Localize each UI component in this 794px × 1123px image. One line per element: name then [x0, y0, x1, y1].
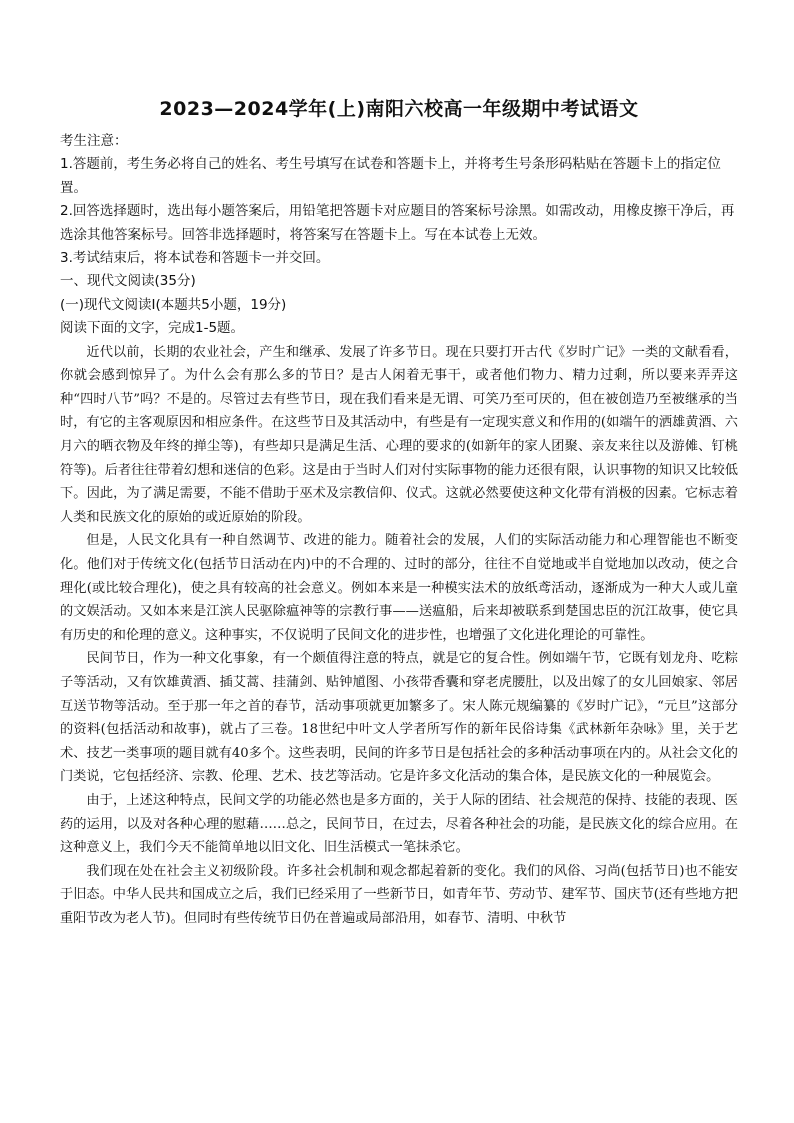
- notice-item-2: 2.回答选择题时，选出每小题答案后，用铅笔把答题卡对应题目的答案标号涂黑。如需改动，用橡皮擦干净后，再选涂其他答案标号。回答非选择题时，将答案写在答题卡上。写在本试卷上无效。: [60, 203, 735, 243]
- exam-title: 2023—2024学年(上)南阳六校高一年级期中考试语文: [159, 98, 639, 120]
- exam-notice: [60, 130, 738, 270]
- passage-paragraph-5: 我们现在处在社会主义初级阶段。许多社会机制和观念都起着新的变化。我们的风俗、习尚(包括节日)也不能安于旧态。中华人民共和国成立之后，我们已经采用了一些新节日，如青年节、劳动节、建军节、国庆节(还有些地方把重阳节改为老人节)。但同时有些传统节日仍在普遍或局部沿用，如春节、清明、中秋节: [60, 863, 738, 926]
- notice-item-1: 1.答题前，考生务必将自己的姓名、考生号填写在试卷和答题卡上，并将考生号条形码粘贴在答题卡上的指定位置。: [60, 156, 721, 196]
- reading-passage: [60, 341, 738, 931]
- reading-prompt: 阅读下面的文字，完成1-5题。: [60, 320, 245, 337]
- notice-item-3: 3.考试结束后，将本试卷和答题卡一并交回。: [60, 250, 330, 267]
- passage-paragraph-1: 近代以前，长期的农业社会，产生和继承、发展了许多节日。现在只要打开古代《岁时广记》一类的文献看看，你就会感到惊异了。为什么会有那么多的节日？是古人闲着无事干，或者他们物力、精力过剩，所以要来弄弄这种“四时八节”吗？不是的。尽管过去有些节日，现在我们看来是无谓、可笑乃至可厌的，但在被创造乃至被继承的当时，有它的主客观原因和相应条件。在这些节日及其活动中，有些是有一定现实意义和作用的(如端午的洒雄黄酒、六月六的晒衣物及年终的掸尘等)，有些却只是满足生活、心理的要求的(如新年的家人团聚、亲友来往以及游傩、钉桃符等)。后者往往带着幻想和迷信的色彩。这是由于当时人们对付实际事物的能力还很有限，认识事物的知识又比较低下。因此，为了满足需要，不能不借助于巫术及宗教信仰、仪式。这就必然要使这种文化带有消极的因素。它标志着人类和民族文化的原始的或近原始的阶段。: [60, 344, 738, 525]
- section-subpart-title: (一)现代文阅读Ⅰ(本题共5小题，19分): [60, 296, 287, 313]
- section-part-title: 一、现代文阅读(35分): [60, 273, 196, 290]
- passage-paragraph-4: 由于，上述这种特点，民间文学的功能必然也是多方面的，关于人际的团结、社会规范的保持、技能的表现、医药的运用，以及对各种心理的慰藉……总之，民间节日，在过去，尽着各种社会的功能，是民族文化的综合应用。在这种意义上，我们今天不能简单地以旧文化、旧生活模式一笔抹杀它。: [60, 792, 738, 856]
- passage-paragraph-2: 但是，人民文化具有一种自然调节、改进的能力。随着社会的发展，人们的实际活动能力和心理智能也不断变化。他们对于传统文化(包括节日活动在内)中的不合理的、过时的部分，往往不自觉地或半自觉地加以改动，使之合理化(或比较合理化)，使之具有较高的社会意义。例如本来是一种模实法术的放纸鸢活动，逐渐成为一种大人或儿童的文娱活动。又如本来是江滨人民驱除瘟神等的宗教行事——送瘟船，后来却被联系到楚国忠臣的沉江故事，使它具有历史的和伦理的意义。这种事实，不仅说明了民间文化的进步性，也增强了文化进化理论的可靠性。: [60, 533, 738, 643]
- passage-paragraph-3: 民间节日，作为一种文化事象，有一个颇值得注意的特点，就是它的复合性。例如端午节，它既有划龙舟、吃粽子等活动，又有饮雄黄酒、插艾蒿、挂蒲剑、贴钟馗图、小孩带香囊和穿老虎腰肚，以及出嫁了的女儿回娘家、邻居互送节物等活动。至于那一年之首的春节，活动事项就更加繁多了。宋人陈元规编纂的《岁时广记》，“元旦”这部分的资料(包括活动和故事)，就占了三卷。18世纪中叶文人学者所写作的新年民俗诗集《武林新年杂咏》里，关于艺术、技艺一类事项的题目就有40多个。这些表明，民间的许多节日是包括社会的多种活动事项在内的。从社会文化的门类说，它包括经济、宗教、伦理、艺术、技艺等活动。它是许多文化活动的集合体，是民族文化的一种展览会。: [60, 651, 738, 785]
- notice-heading: 考生注意：: [60, 133, 128, 149]
- section-header: [60, 270, 738, 340]
